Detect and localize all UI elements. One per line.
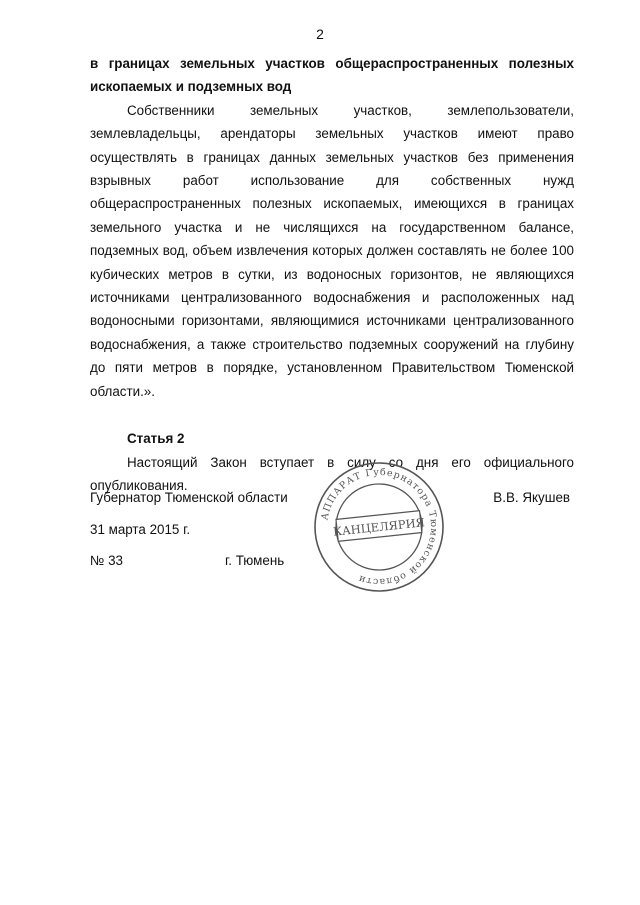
article-heading: в границах земельных участков общераспространенных полезных ископаемых и подземных вод xyxy=(90,56,574,95)
page-number: 2 xyxy=(316,26,324,42)
paragraph-ownership-rights: Собственники земельных участков, землепользователи, землевладельцы, арендаторы земельных участков имеют право осуществлять в границах данных земельных участков без применения взрывных работ использование для собственных нужд общераспространенных полезных ископаемых, имеющихся в границах земельного участка и не числящихся на государственном балансе, подземных вод, объем извлечения которых должен составлять не более 100 кубических метров в сутки, из водоносных горизонтов, не являющихся источниками централизованного водоснабжения и расположенных над водоносными горизонтами, являющимися источниками централизованного водоснабжения, а также строительство подземных сооружений на глубину до пяти метров в порядке, установленном Правительством Тюменской области.». xyxy=(90,102,574,399)
signing-date: 31 марта 2015 г. xyxy=(90,522,191,537)
governor-name: В.В. Якушев xyxy=(493,490,570,505)
stamp-ring-text: АППАРАТ Губернатора Тюменской области xyxy=(319,466,440,588)
article-2-title: Статья 2 xyxy=(127,431,185,447)
signing-city: г. Тюмень xyxy=(225,553,285,568)
governor-title: Губернатор Тюменской области xyxy=(90,490,288,505)
law-number: № 33 xyxy=(90,553,123,568)
article-2-text: Настоящий Закон вступает в силу со дня его официального опубликования. xyxy=(90,454,574,493)
stamp-center-text: КАНЦЕЛЯРИЯ xyxy=(332,515,426,539)
document-body xyxy=(90,52,574,497)
chancellery-stamp xyxy=(312,460,446,594)
